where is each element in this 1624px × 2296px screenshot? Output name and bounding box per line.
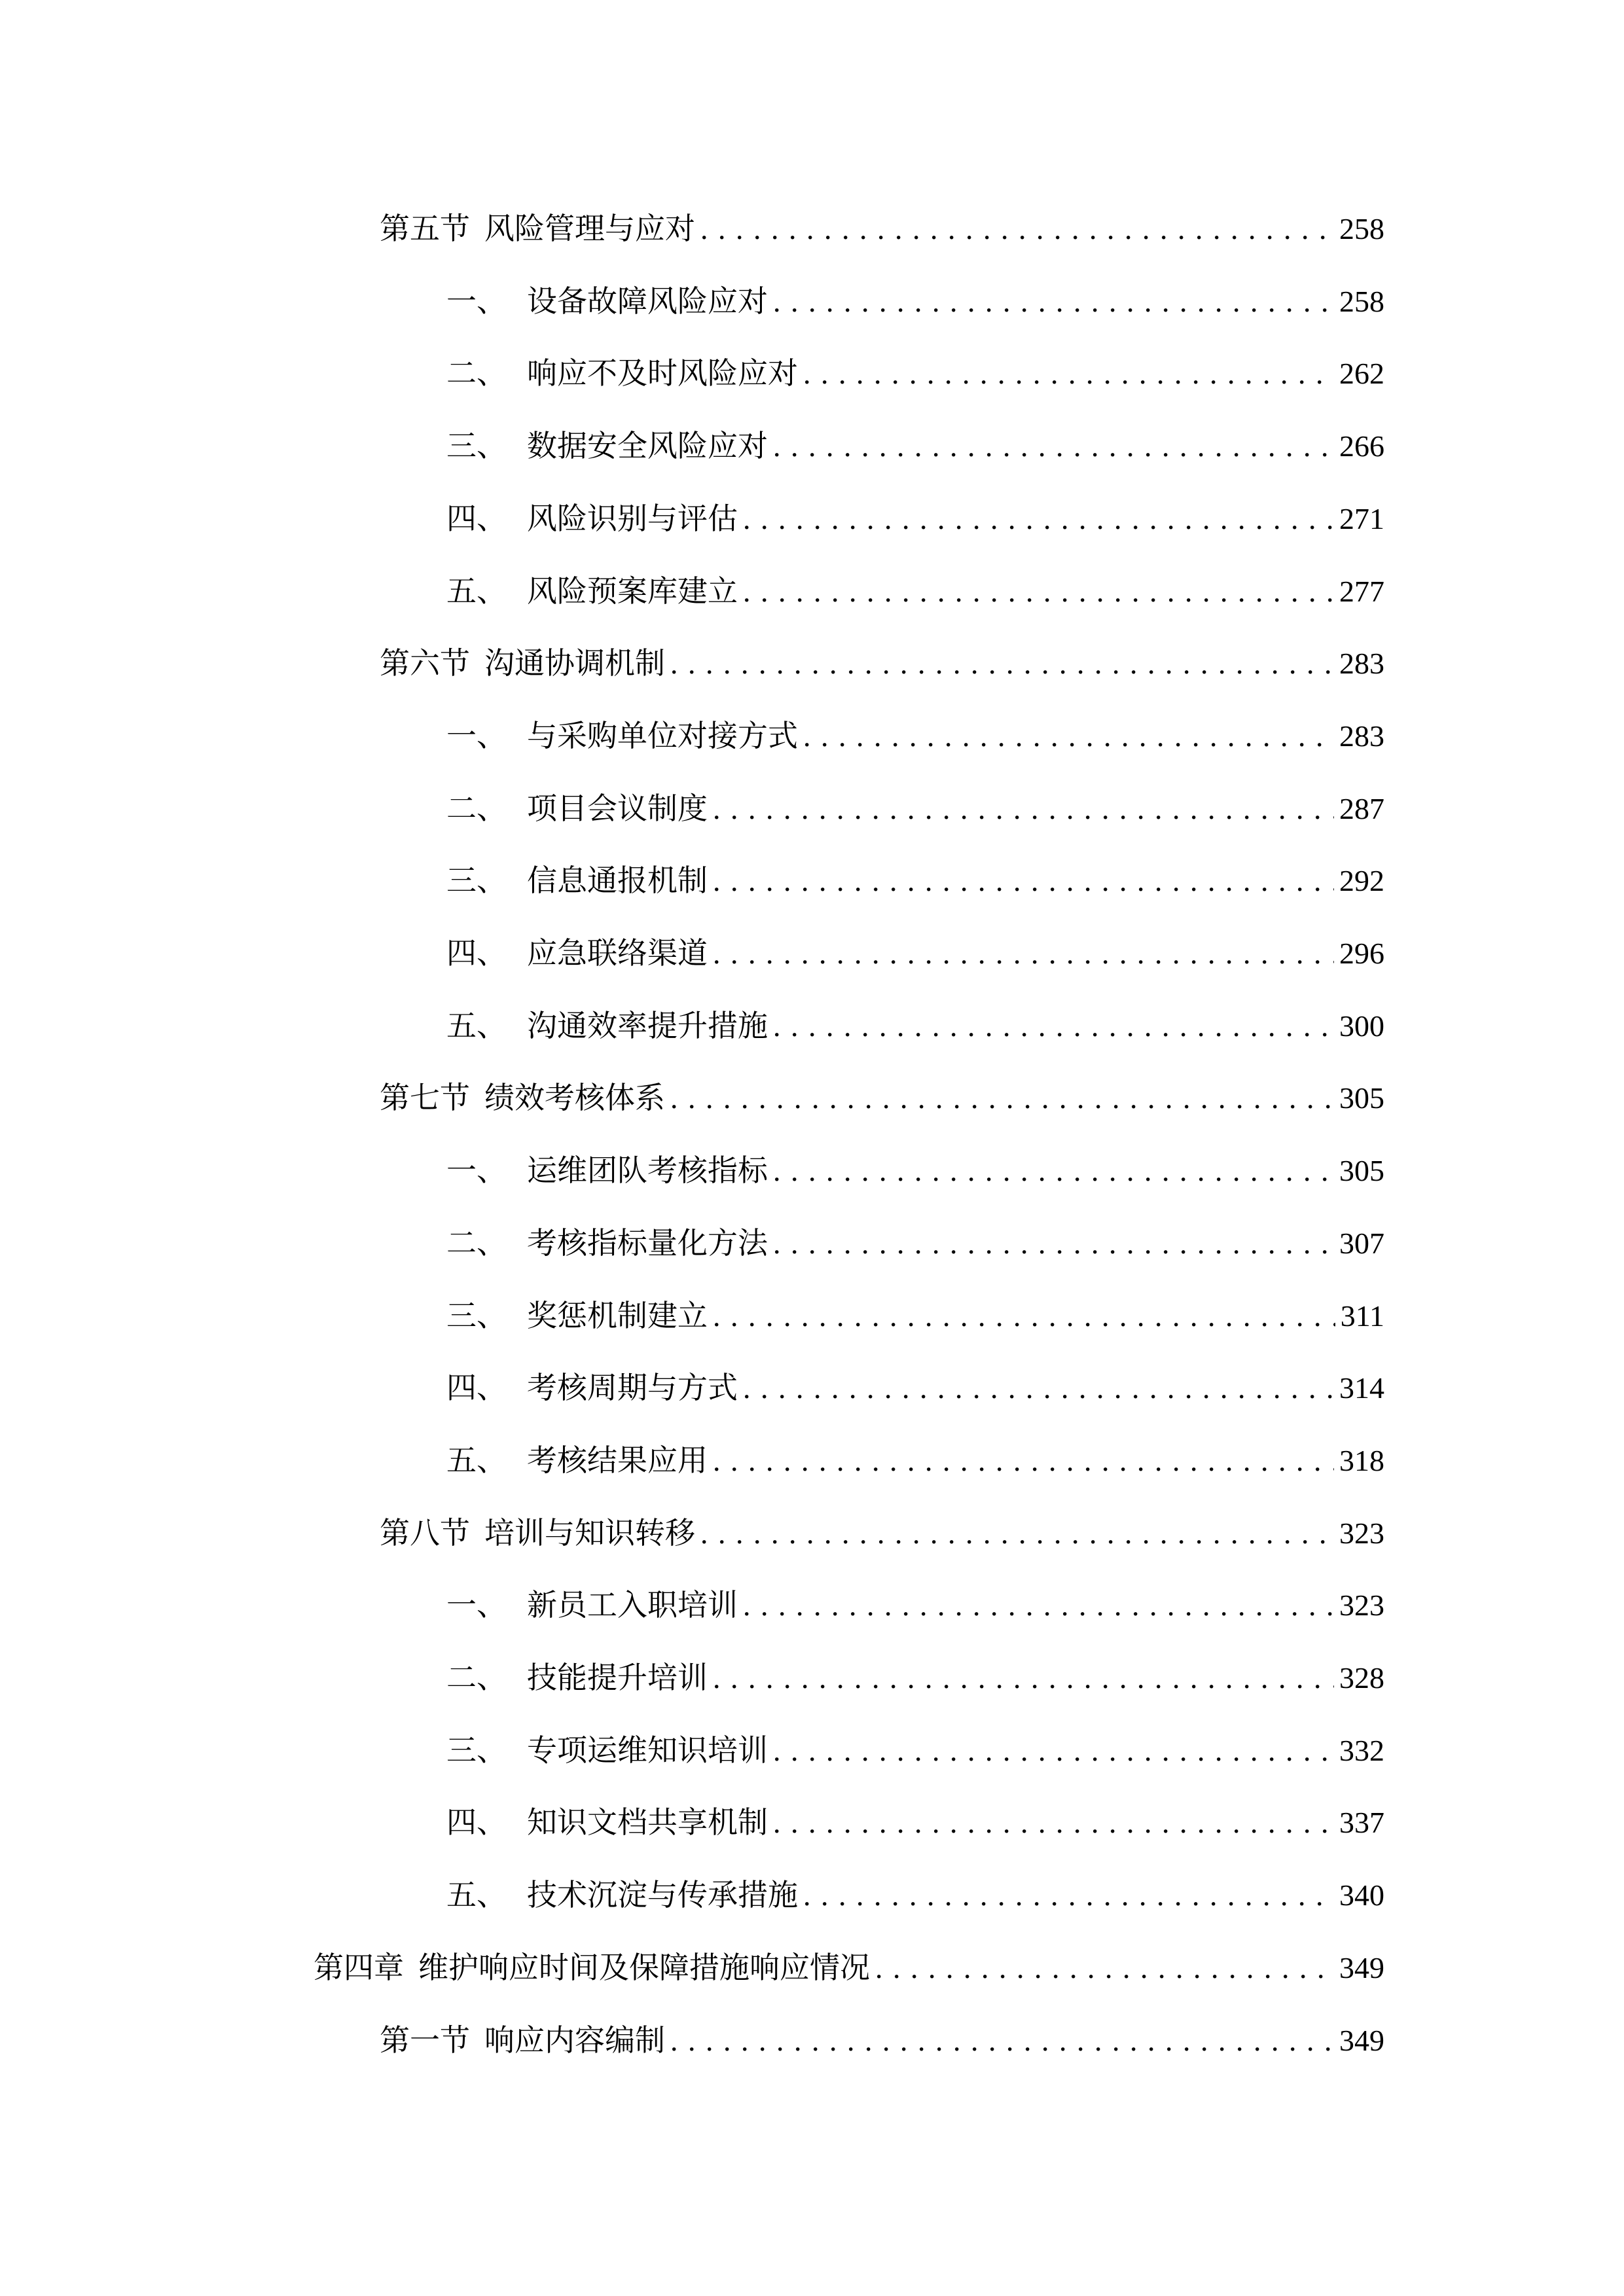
toc-entry-page-number: 311 (1340, 1299, 1384, 1333)
toc-entry-number: 四、 (446, 1806, 507, 1840)
toc-entry-text: 运维团队考核指标 (527, 1154, 768, 1188)
toc-entry-item[interactable] (446, 1295, 1384, 1337)
toc-entry-item[interactable] (446, 1657, 1384, 1699)
toc-entry-title (446, 353, 798, 395)
dot-leader (743, 1585, 1334, 1626)
toc-entry-page-number: 283 (1339, 647, 1384, 681)
toc-entry-number: 四、 (446, 501, 507, 535)
toc-entry-title (446, 1874, 798, 1916)
toc-entry-item[interactable] (446, 1874, 1384, 1916)
toc-entry-number: 五、 (446, 1443, 507, 1477)
toc-entry-text: 技能提升培训 (527, 1661, 708, 1695)
dot-leader (743, 1367, 1334, 1409)
toc-entry-number: 五、 (446, 1878, 507, 1912)
toc-entry-text: 绩效考核体系 (484, 1081, 665, 1115)
toc-entry-text: 考核周期与方式 (527, 1371, 738, 1405)
dot-leader (773, 1802, 1334, 1844)
toc-entry-section[interactable] (380, 1513, 1384, 1554)
toc-entry-text: 专项运维知识培训 (527, 1733, 768, 1767)
toc-entry-page-number: 307 (1339, 1226, 1384, 1260)
dot-leader (773, 1150, 1334, 1192)
toc-entry-number: 四、 (446, 1371, 507, 1405)
dot-leader (713, 788, 1334, 830)
toc-entry-title (380, 208, 695, 250)
toc-entry-title (446, 1150, 768, 1192)
toc-entry-text: 考核结果应用 (527, 1443, 708, 1477)
dot-leader (700, 208, 1334, 250)
toc-entry-number: 二、 (446, 1661, 507, 1695)
toc-entry-page-number: 258 (1339, 284, 1384, 318)
toc-entry-item[interactable] (446, 1367, 1384, 1409)
toc-entry-number: 第一节 (380, 2023, 470, 2057)
toc-entry-item[interactable] (446, 1223, 1384, 1265)
toc-entry-title (446, 571, 738, 613)
toc-entry-title (446, 1657, 708, 1699)
toc-entry-number: 三、 (446, 864, 507, 898)
toc-entry-title (446, 425, 768, 467)
toc-entry-page-number: 277 (1339, 574, 1384, 608)
toc-entry-page-number: 300 (1339, 1009, 1384, 1043)
dot-leader (743, 498, 1334, 540)
dot-leader (670, 2020, 1334, 2062)
dot-leader (700, 1513, 1334, 1554)
toc-entry-text: 知识文档共享机制 (527, 1806, 768, 1840)
toc-entry-text: 新员工入职培训 (527, 1588, 738, 1623)
toc-entry-number: 第六节 (380, 647, 470, 681)
toc-entry-number: 第四章 (314, 1950, 404, 1984)
toc-entry-number: 一、 (446, 284, 507, 318)
toc-entry-text: 响应不及时风险应对 (527, 357, 798, 391)
toc-entry-page-number: 337 (1339, 1806, 1384, 1840)
toc-entry-page-number: 349 (1339, 2023, 1384, 2057)
dot-leader (713, 860, 1334, 902)
toc-entry-item[interactable] (446, 788, 1384, 830)
toc-entry-page-number: 305 (1339, 1154, 1384, 1188)
toc-entry-number: 四、 (446, 937, 507, 970)
toc-entry-title (380, 2020, 665, 2062)
dot-leader (713, 933, 1334, 975)
toc-entry-section[interactable] (380, 208, 1384, 250)
toc-entry-item[interactable] (446, 715, 1384, 757)
toc-entry-page-number: 292 (1339, 864, 1384, 898)
toc-entry-section[interactable] (380, 2020, 1384, 2062)
dot-leader (803, 1874, 1334, 1916)
toc-entry-item[interactable] (446, 571, 1384, 613)
toc-entry-page-number: 332 (1339, 1733, 1384, 1767)
toc-entry-page-number: 283 (1339, 719, 1384, 753)
toc-entry-number: 二、 (446, 357, 507, 391)
toc-entry-text: 项目会议制度 (527, 791, 708, 825)
dot-leader (773, 1223, 1334, 1265)
toc-entry-title (314, 1947, 870, 1989)
toc-entry-text: 应急联络渠道 (527, 937, 708, 970)
toc-entry-title (446, 1367, 738, 1409)
toc-entry-page-number: 318 (1339, 1443, 1384, 1477)
toc-entry-text: 培训与知识转移 (484, 1516, 695, 1550)
toc-entry-item[interactable] (446, 1802, 1384, 1844)
toc-entry-number: 三、 (446, 1299, 507, 1333)
toc-entry-page-number: 349 (1339, 1950, 1384, 1984)
toc-entry-title (380, 1513, 695, 1554)
toc-entry-number: 一、 (446, 1588, 507, 1623)
toc-entry-number: 五、 (446, 574, 507, 608)
toc-entry-item[interactable] (446, 1730, 1384, 1772)
toc-entry-title (446, 1730, 768, 1772)
dot-leader (803, 353, 1334, 395)
toc-entry-page-number: 323 (1339, 1516, 1384, 1550)
toc-entry-text: 信息通报机制 (527, 864, 708, 898)
toc-entry-item[interactable] (446, 933, 1384, 975)
toc-entry-text: 响应内容编制 (484, 2023, 665, 2057)
dot-leader (773, 1005, 1334, 1047)
toc-entry-item[interactable] (446, 1440, 1384, 1482)
toc-entry-text: 考核指标量化方法 (527, 1226, 768, 1260)
toc-entry-title (446, 1223, 768, 1265)
dot-leader (713, 1440, 1334, 1482)
toc-entry-number: 三、 (446, 429, 507, 463)
toc-entry-page-number: 258 (1339, 212, 1384, 245)
toc-entry-page-number: 314 (1339, 1371, 1384, 1405)
toc-entry-page-number: 262 (1339, 357, 1384, 391)
dot-leader (713, 1295, 1335, 1337)
toc-entry-text: 维护响应时间及保障措施响应情况 (418, 1950, 870, 1984)
toc-entry-number: 第八节 (380, 1516, 470, 1550)
toc-entry-item[interactable] (446, 860, 1384, 902)
dot-leader (773, 425, 1334, 467)
toc-entry-title (446, 860, 708, 902)
toc-entry-text: 沟通效率提升措施 (527, 1009, 768, 1043)
toc-entry-item[interactable] (446, 281, 1384, 323)
toc-entry-page-number: 323 (1339, 1588, 1384, 1623)
toc-entry-title (446, 788, 708, 830)
toc-entry-text: 风险预案库建立 (527, 574, 738, 608)
toc-entry-title (446, 1440, 708, 1482)
toc-entry-title (446, 498, 738, 540)
toc-entry-item[interactable] (446, 1005, 1384, 1047)
toc-entry-number: 第七节 (380, 1081, 470, 1115)
toc-entry-title (446, 1585, 738, 1626)
toc-entry-text: 技术沉淀与传承措施 (527, 1878, 798, 1912)
toc-entry-chapter[interactable] (314, 1947, 1384, 1989)
toc-entry-title (446, 281, 768, 323)
toc-entry-text: 风险识别与评估 (527, 501, 738, 535)
toc-entry-page-number: 340 (1339, 1878, 1384, 1912)
dot-leader (670, 643, 1334, 685)
toc-entry-item[interactable] (446, 1585, 1384, 1626)
toc-entry-title (446, 1802, 768, 1844)
toc-entry-title (380, 643, 665, 685)
dot-leader (875, 1947, 1334, 1989)
toc-entry-number: 三、 (446, 1733, 507, 1767)
toc-entry-page-number: 271 (1339, 501, 1384, 535)
dot-leader (803, 715, 1334, 757)
toc-entry-page-number: 266 (1339, 429, 1384, 463)
toc-entry-text: 数据安全风险应对 (527, 429, 768, 463)
toc-entry-number: 二、 (446, 1226, 507, 1260)
toc-entry-page-number: 305 (1339, 1081, 1384, 1115)
toc-entry-text: 沟通协调机制 (484, 647, 665, 681)
toc-entry-section[interactable] (380, 643, 1384, 685)
toc-entry-number: 五、 (446, 1009, 507, 1043)
toc-entry-section[interactable] (380, 1077, 1384, 1119)
toc-entry-number: 一、 (446, 1154, 507, 1188)
toc-entry-number: 第五节 (380, 212, 470, 245)
toc-entry-title (380, 1077, 665, 1119)
toc-entry-title (446, 1005, 768, 1047)
dot-leader (743, 571, 1334, 613)
toc-entry-page-number: 328 (1339, 1661, 1384, 1695)
toc-entry-number: 二、 (446, 791, 507, 825)
toc-entry-page-number: 287 (1339, 791, 1384, 825)
toc-entry-text: 风险管理与应对 (484, 212, 695, 245)
dot-leader (773, 281, 1334, 323)
toc-entry-text: 与采购单位对接方式 (527, 719, 798, 753)
toc-entry-number: 一、 (446, 719, 507, 753)
toc-entry-text: 奖惩机制建立 (527, 1299, 708, 1333)
dot-leader (773, 1730, 1334, 1772)
toc-entry-page-number: 296 (1339, 937, 1384, 970)
toc-entry-text: 设备故障风险应对 (527, 284, 768, 318)
dot-leader (713, 1657, 1334, 1699)
toc-entry-item[interactable] (446, 498, 1384, 540)
toc-entry-title (446, 1295, 708, 1337)
toc-entry-item[interactable] (446, 1150, 1384, 1192)
toc-entry-title (446, 933, 708, 975)
toc-entry-title (446, 715, 798, 757)
toc-entry-item[interactable] (446, 425, 1384, 467)
dot-leader (670, 1077, 1334, 1119)
toc-entry-item[interactable] (446, 353, 1384, 395)
